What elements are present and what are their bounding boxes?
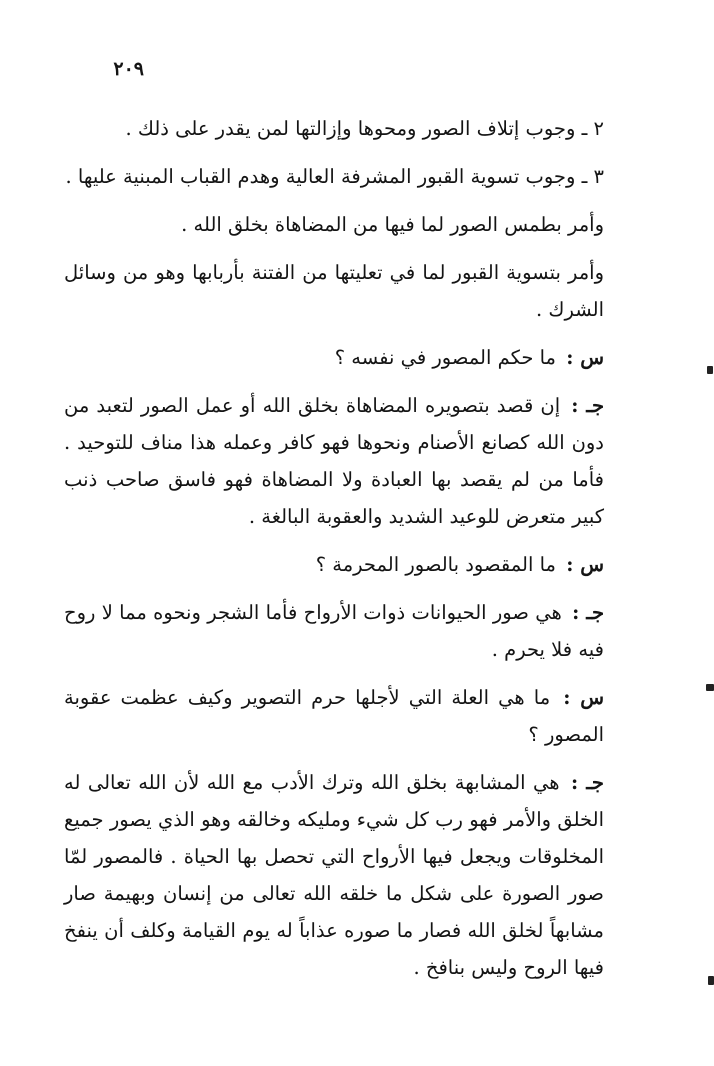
answer-label: جـ : xyxy=(571,394,604,417)
page-edge-mark xyxy=(708,976,714,985)
answer-1 xyxy=(64,387,642,535)
question-label: س : xyxy=(566,553,604,576)
point-3: ٣ ـ وجوب تسوية القبور المشرفة العالية وهدم القباب المبنية عليها . xyxy=(65,165,604,188)
answer-3 xyxy=(64,764,642,986)
answer-label: جـ : xyxy=(572,601,605,624)
paragraph-erase-images: وأمر بطمس الصور لما فيها من المضاهاة بخلق الله . xyxy=(181,213,604,236)
question-text: ما المقصود بالصور المحرمة ؟ xyxy=(315,553,556,576)
point-2: ٢ ـ وجوب إتلاف الصور ومحوها وإزالتها لمن يقدر على ذلك . xyxy=(125,117,604,140)
answer-text: إن قصد بتصويره المضاهاة بخلق الله أو عمل الصور لتعبد من دون الله كصانع الأصنام ونحوها فهو كافر وعمله هذا مناف للتوحيد . فأما من لم يقصد بها العبادة ولا المضاهاة فهو فاسق صاحب ذنب كبير متعرض للوعيد الشديد والعقوبة البالغة . xyxy=(64,394,604,528)
answer-text: هي المشابهة بخلق الله وترك الأدب مع الله لأن الله تعالى له الخلق والأمر فهو رب كل شيء ومليكه وخالقه وهو الذي يصور جميع المخلوقات ويجعل فيها الأرواح التي تحصل بها الحياة . فالمصور لمّا صور الصورة على شكل ما خلقه الله تعالى من إنسان وبهيمة صار مشابهاً لخلق الله فصار ما صوره عذاباً له يوم القيامة وكلف أن ينفخ فيها الروح وليس بنافخ . xyxy=(64,771,604,979)
question-3 xyxy=(64,679,642,753)
question-text: ما حكم المصور في نفسه ؟ xyxy=(334,346,556,369)
question-label: س : xyxy=(563,686,604,709)
question-2 xyxy=(64,546,642,583)
page-edge-mark xyxy=(706,684,714,691)
question-1 xyxy=(64,339,642,376)
page-edge-mark xyxy=(707,366,713,374)
answer-2 xyxy=(64,594,642,668)
page-body xyxy=(64,110,642,997)
paragraph-level-graves: وأمر بتسوية القبور لما في تعليتها من الفتنة بأربابها وهو من وسائل الشرك . xyxy=(64,261,604,321)
answer-label: جـ : xyxy=(571,771,604,794)
answer-text: هي صور الحيوانات ذوات الأرواح فأما الشجر ونحوه مما لا روح فيه فلا يحرم . xyxy=(64,601,604,661)
page-number: ٢٠٩ xyxy=(113,58,144,80)
question-label: س : xyxy=(566,346,604,369)
question-text: ما هي العلة التي لأجلها حرم التصوير وكيف عظمت عقوبة المصور ؟ xyxy=(64,686,604,746)
